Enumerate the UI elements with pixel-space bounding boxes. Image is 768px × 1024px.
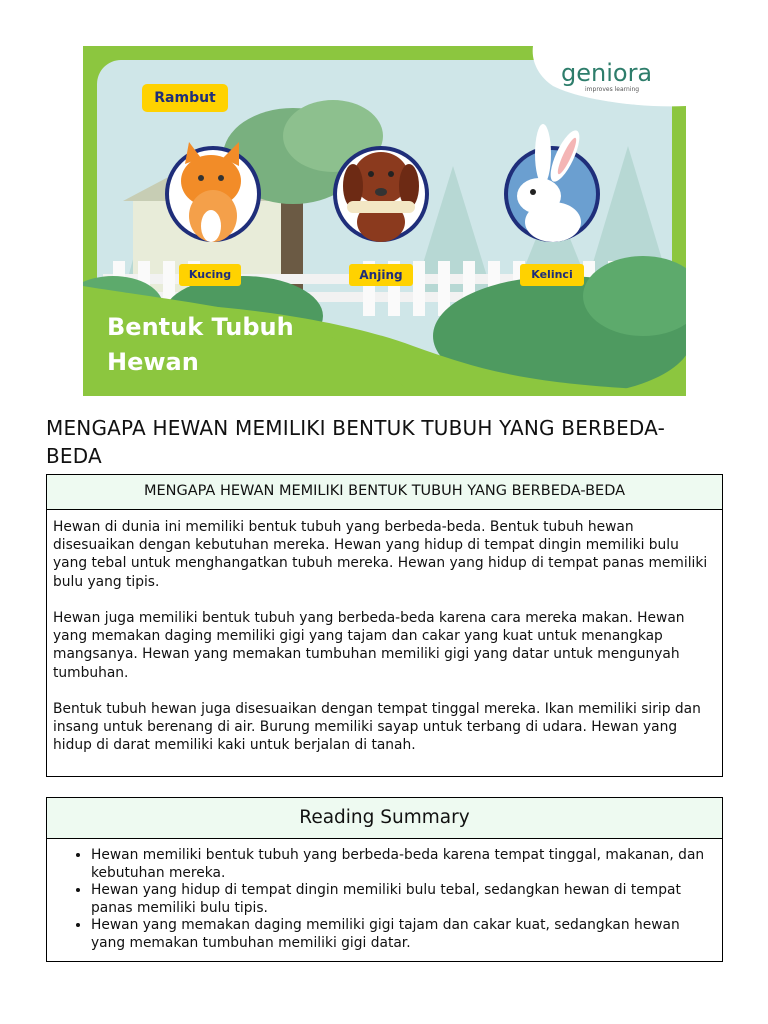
label-anjing: Anjing bbox=[349, 264, 413, 286]
summary-list bbox=[47, 839, 722, 952]
brand-tagline: improves learning bbox=[585, 86, 640, 93]
article-paragraph: Bentuk tubuh hewan juga disesuaikan dengan tempat tinggal mereka. Ikan memiliki sirip dan insang untuk berenang di air. Burung memiliki sayap untuk terbang di udara. Hewan yang hidup di darat memiliki kaki untuk berjalan di tanah. bbox=[53, 701, 701, 754]
reading-summary-box bbox=[46, 797, 723, 962]
tag-rambut: Rambut bbox=[142, 84, 228, 112]
dog-illustration bbox=[333, 146, 429, 242]
article-paragraph: Hewan juga memiliki bentuk tubuh yang berbeda-beda karena cara mereka makan. Hewan yang memakan daging memiliki gigi yang tajam dan cakar yang kuat untuk menangkap mangsanya. Hewan yang memakan tumbuhan memiliki gigi yang datar untuk mengunyah tumbuhan. bbox=[53, 610, 685, 681]
brand-name: geniora bbox=[561, 59, 653, 87]
brand-logo bbox=[561, 60, 652, 93]
article-box bbox=[46, 474, 723, 777]
summary-item: • Hewan yang hidup di tempat dingin memiliki bulu tebal, sedangkan hewan di tempat panas memiliki bulu tipis. bbox=[91, 882, 712, 917]
banner-title-line2: Hewan bbox=[107, 348, 199, 376]
banner-title-line1: Bentuk Tubuh bbox=[107, 313, 294, 341]
article-paragraph: Hewan di dunia ini memiliki bentuk tubuh yang berbeda-beda. Bentuk tubuh hewan disesuaikan dengan kebutuhan mereka. Hewan yang hidup di tempat dingin memiliki bulu yang tebal untuk menghangatkan tubuh mereka. Hewan yang hidup di tempat panas memiliki bulu yang tipis. bbox=[53, 519, 708, 590]
summary-item: • Hewan yang memakan daging memiliki gigi tajam dan cakar kuat, sedangkan hewan yang memakan tumbuhan memiliki gigi datar. bbox=[91, 917, 712, 952]
label-kucing: Kucing bbox=[179, 264, 241, 286]
summary-header: Reading Summary bbox=[47, 798, 722, 839]
page-title: MENGAPA HEWAN MEMILIKI BENTUK TUBUH YANG BERBEDA-BEDA bbox=[46, 416, 666, 468]
article-body bbox=[47, 510, 722, 755]
label-kelinci: Kelinci bbox=[520, 264, 584, 286]
lesson-banner bbox=[83, 46, 686, 396]
article-header: MENGAPA HEWAN MEMILIKI BENTUK TUBUH YANG BERBEDA-BEDA bbox=[47, 475, 722, 510]
summary-item: • Hewan memiliki bentuk tubuh yang berbeda-beda karena tempat tinggal, makanan, dan kebutuhan mereka. bbox=[91, 847, 712, 882]
banner-title bbox=[107, 310, 294, 380]
